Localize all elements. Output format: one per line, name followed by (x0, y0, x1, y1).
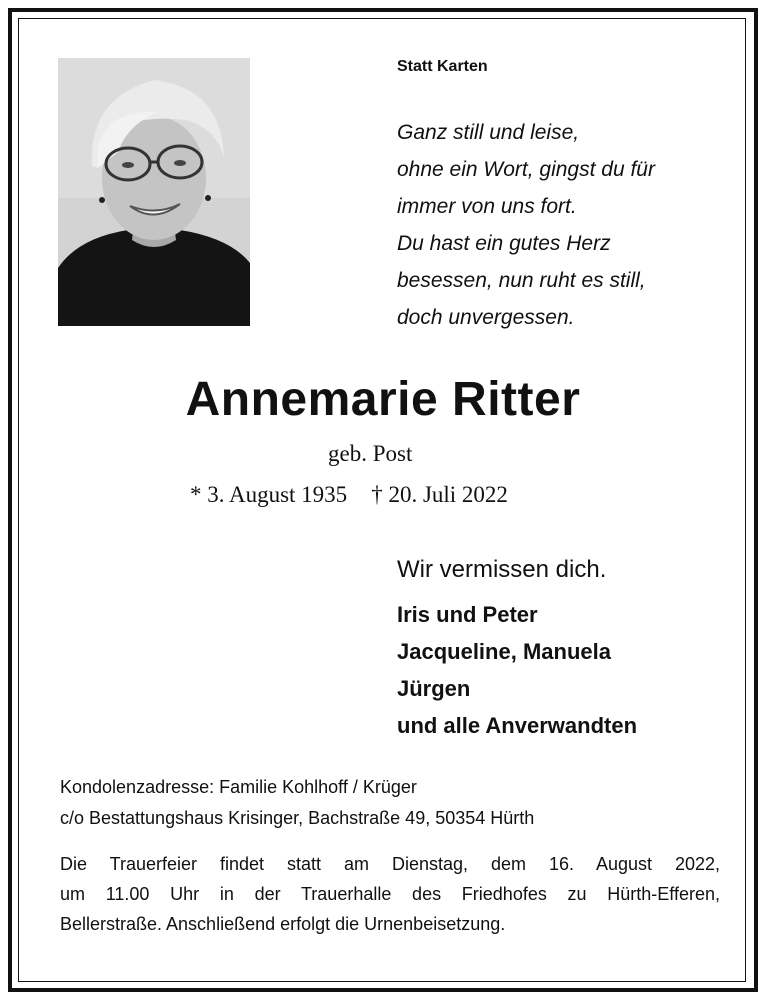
birth-date: * 3. August 1935 (190, 482, 348, 507)
poem-line: Du hast ein gutes Herz (397, 232, 611, 255)
poem-line: immer von uns fort. (397, 195, 577, 218)
poem-line: ohne ein Wort, gingst du für (397, 158, 655, 181)
memorial-poem (397, 114, 727, 336)
mourner-name: Jacqueline, Manuela (397, 639, 611, 664)
condolence-line: c/o Bestattungshaus Krisinger, Bachstraße 49, 50354 Hürth (60, 808, 535, 828)
life-dates (190, 481, 508, 509)
funeral-line: Bellerstraße. Anschließend erfolgt die Urnenbeisetzung. (60, 914, 506, 934)
mourners-list (397, 596, 637, 744)
funeral-line: Die Trauerfeier findet statt am Dienstag, dem 16. August 2022, (60, 854, 720, 874)
funeral-line: um 11.00 Uhr in der Trauerhalle des Friedhofes zu Hürth-Efferen, (60, 884, 720, 904)
statt-karten-heading: Statt Karten (397, 58, 488, 75)
deceased-name: Annemarie Ritter (185, 373, 581, 426)
condolence-address (60, 772, 720, 834)
funeral-notice (60, 849, 720, 939)
miss-you-text: Wir vermissen dich. (397, 556, 607, 583)
condolence-line: Kondolenzadresse: Familie Kohlhoff / Krüger (60, 777, 417, 797)
poem-line: besessen, nun ruht es still, (397, 269, 646, 292)
portrait-illustration (58, 58, 250, 326)
mourner-name: und alle Anverwandten (397, 713, 638, 738)
maiden-name: geb. Post (328, 441, 413, 466)
poem-line: Ganz still und leise, (397, 121, 580, 144)
death-date: † 20. Juli 2022 (371, 482, 508, 507)
portrait-photo (58, 58, 250, 326)
mourner-name: Iris und Peter (397, 602, 538, 627)
mourner-name: Jürgen (397, 676, 471, 701)
poem-line: doch unvergessen. (397, 306, 575, 329)
